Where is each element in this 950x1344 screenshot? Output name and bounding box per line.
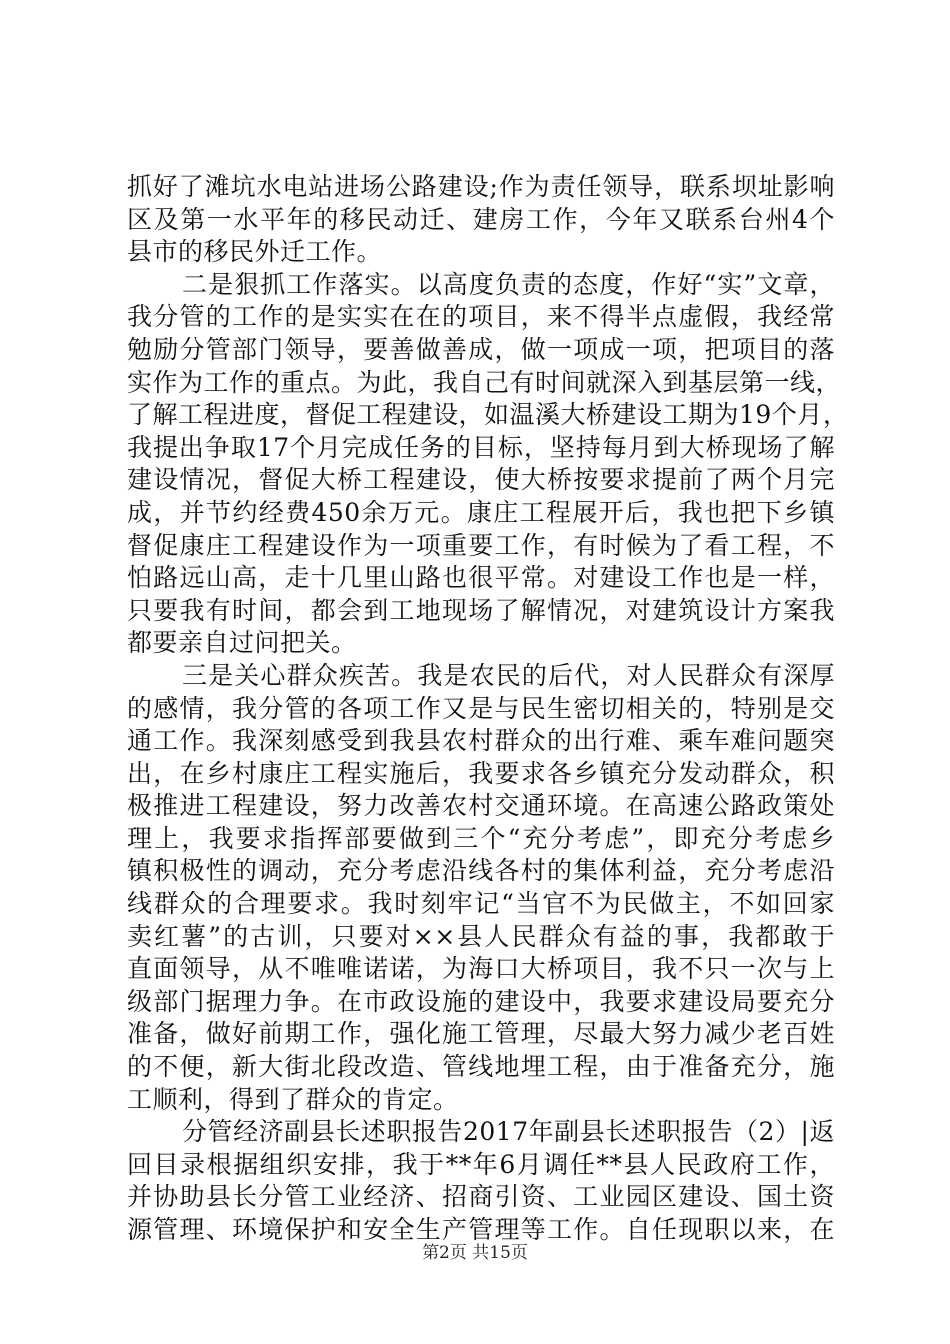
text-line: 卖红薯”的古训，只要对××县人民群众有益的事，我都敢于 — [127, 921, 835, 951]
text-line: 源管理、环境保护和安全生产管理等工作。自任现职以来，在 — [127, 1215, 835, 1244]
text-line: 县市的移民外迁工作。 — [127, 237, 383, 267]
text-line: 二是狠抓工作落实。以高度负责的态度，作好“实”文章， — [182, 269, 835, 299]
text-line: 勉励分管部门领导，要善做善成，做一项成一项，把项目的落 — [127, 334, 835, 364]
text-line: 理上，我要求指挥部要做到三个“充分考虑”，即充分考虑乡 — [127, 823, 835, 853]
document-body — [127, 171, 849, 1247]
text-line: 抓好了滩坑水电站进场公路建设;作为责任领导，联系坝址影响 — [127, 172, 835, 201]
text-line: 工顺利，得到了群众的肯定。 — [127, 1084, 459, 1114]
text-line: 出，在乡村康庄工程实施后，我要求各乡镇充分发动群众，积 — [127, 758, 835, 788]
text-line: 分管经济副县长述职报告2017年副县长述职报告（2）|返 — [182, 1117, 835, 1147]
text-line: 我提出争取17个月完成任务的目标，坚持每月到大桥现场了解 — [127, 432, 835, 462]
text-line: 极推进工程建设，努力改善农村交通环境。在高速公路政策处 — [127, 791, 835, 821]
text-line: 线群众的合理要求。我时刻牢记“当官不为民做主，不如回家 — [127, 889, 835, 919]
page-footer: 第2页 共15页 — [422, 1243, 528, 1263]
text-line: 级部门据理力争。在市政设施的建设中，我要求建设局要充分 — [127, 986, 835, 1016]
text-line: 通工作。我深刻感受到我县农村群众的出行难、乘车难问题突 — [127, 726, 835, 756]
text-line: 回目录根据组织安排，我于**年6月调任**县人民政府工作， — [127, 1149, 835, 1179]
text-line: 怕路远山高，走十几里山路也很平常。对建设工作也是一样， — [127, 563, 835, 593]
text-line: 的感情，我分管的各项工作又是与民生密切相关的，特别是交 — [127, 693, 835, 723]
text-line: 都要亲自过问把关。 — [127, 628, 357, 658]
text-line: 实作为工作的重点。为此，我自己有时间就深入到基层第一线， — [127, 367, 842, 397]
text-line: 了解工程进度，督促工程建设，如温溪大桥建设工期为19个月， — [127, 400, 849, 430]
text-line: 三是关心群众疾苦。我是农民的后代，对人民群众有深厚 — [182, 660, 835, 690]
text-line: 只要我有时间，都会到工地现场了解情况，对建筑设计方案我 — [127, 595, 835, 625]
text-line: 督促康庄工程建设作为一项重要工作，有时候为了看工程，不 — [127, 530, 835, 560]
text-line: 我分管的工作的是实实在在的项目，来不得半点虚假，我经常 — [127, 302, 835, 332]
text-line: 并协助县长分管工业经济、招商引资、工业园区建设、国土资 — [127, 1182, 835, 1212]
text-line: 建设情况，督促大桥工程建设，使大桥按要求提前了两个月完 — [127, 465, 835, 495]
text-line: 的不便，新大街北段改造、管线地埋工程，由于准备充分，施 — [127, 1052, 835, 1082]
text-line: 成，并节约经费450余万元。康庄工程展开后，我也把下乡镇 — [127, 497, 835, 527]
text-line: 镇积极性的调动，充分考虑沿线各村的集体利益，充分考虑沿 — [127, 856, 835, 886]
text-line: 区及第一水平年的移民动迁、建房工作，今年又联系台州4个 — [127, 204, 835, 234]
text-line: 直面领导，从不唯唯诺诺，为海口大桥项目，我不只一次与上 — [127, 954, 835, 984]
text-line: 准备，做好前期工作，强化施工管理，尽最大努力减少老百姓 — [127, 1019, 835, 1049]
